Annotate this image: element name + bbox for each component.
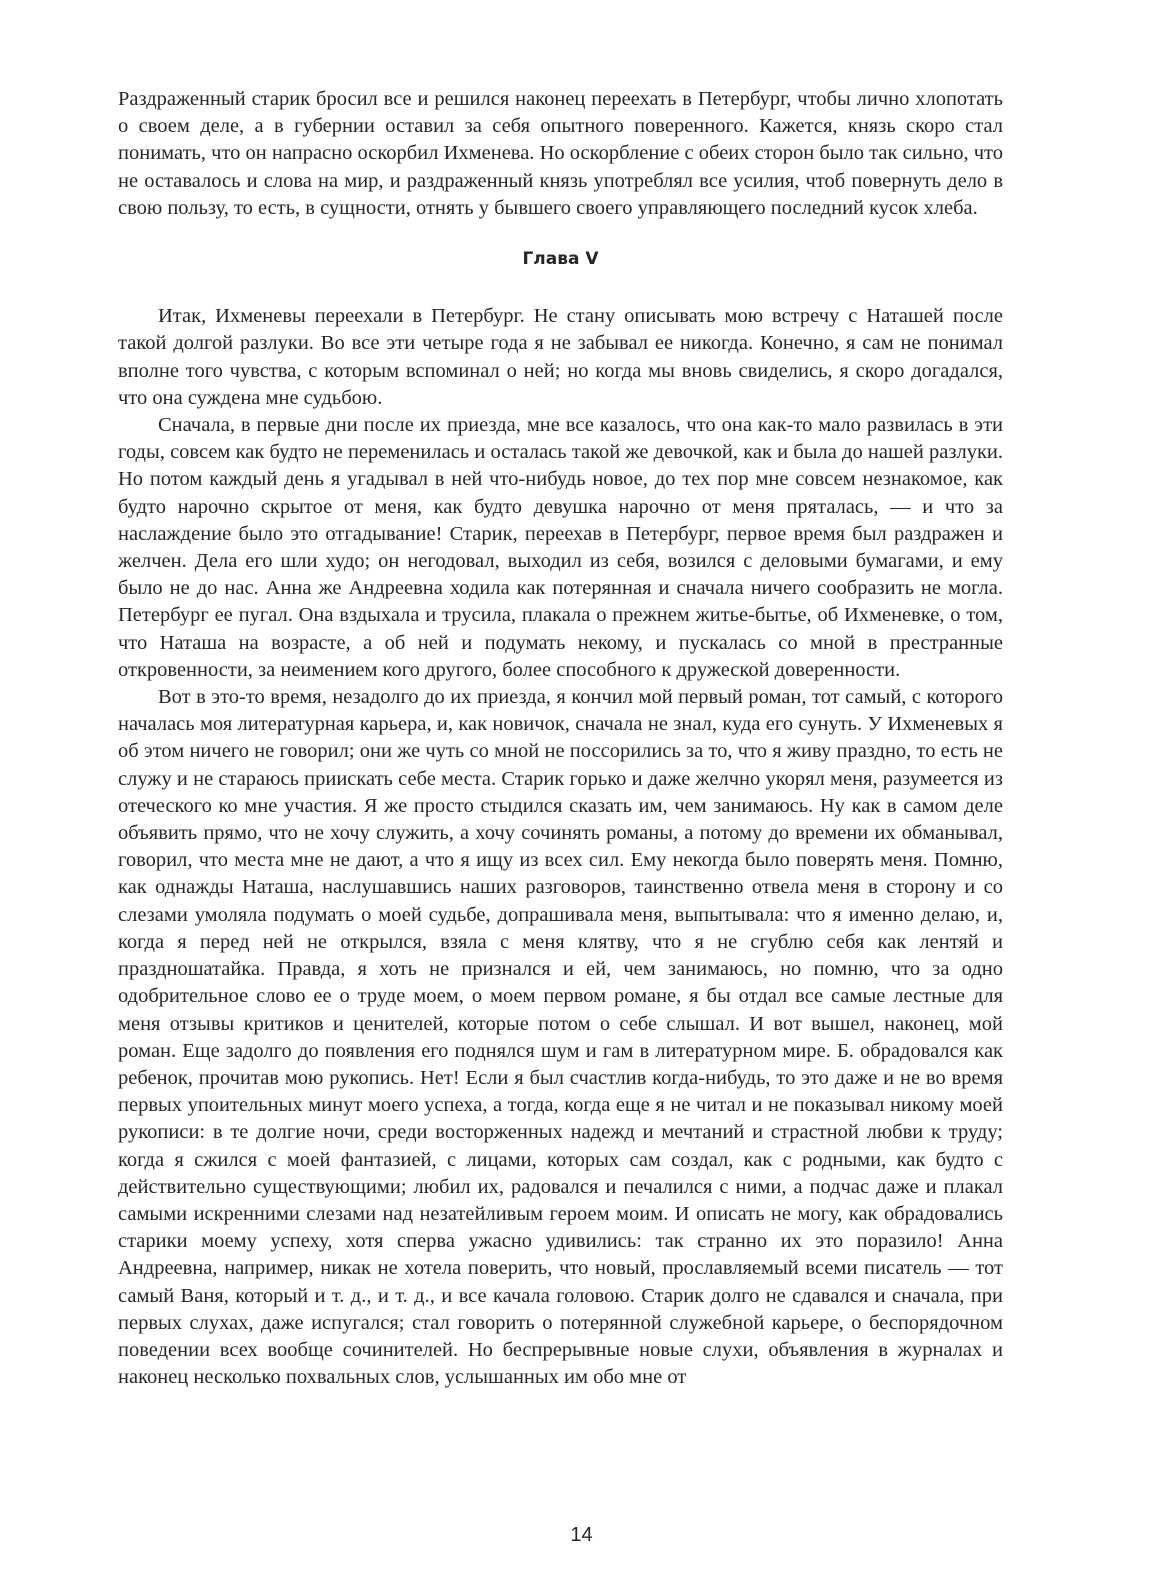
chapter-title: Глава V [522,249,599,270]
paragraph-3: Вот в это-то время, незадолго до их приезда, я кончил мой первый роман, тот самый, с которого началась моя литературная карьера, и, как новичок, сначала не знал, куда его сунуть. У Ихменевых я об этом ничего не говорил; они же чуть со мной не поссорились за то, что я живу праздно, то есть не служу и не стараюсь приискать себе места. Старик горько и даже желчно укорял меня, разумеется из отеческого ко мне участия. Я же просто стыдился сказать им, чем занимаюсь. Ну как в самом деле объявить прямо, что не хочу служить, а хочу сочинять романы, а потому до времени их обманывал, говорил, что места мне не дают, а что я ищу из всех сил. Ему некогда было поверять меня. Помню, как однажды Наташа, наслушавшись наших разговоров, таинственно отвела меня в сторону и со слезами умоляла подумать о моей судьбе, допрашивала меня, выпытывала: что я именно делаю, и, когда я перед ней не открылся, взяла с меня клятву, что я не сгублю себя как лентяй и праздношатайка. Правда, я хоть не признался и ей, чем занимаюсь, но помню, что за одно одобрительное слово ее о труде моем, о моем первом романе, я бы отдал все самые лестные для меня отзывы критиков и ценителей, которые потом о себе слышал. И вот вышел, наконец, мой роман. Еще задолго до появления его поднялся шум и гам в литературном мире. Б. обрадовался как ребенок, прочитав мою рукопись. Нет! Если я был счастлив когда-нибудь, то это даже и не во время первых упоительных минут моего успеха, а тогда, когда еще я не читал и не показывал никому моей рукописи: в те долгие ночи, среди восторженных надежд и мечтаний и страстной любви к труду; когда я сжился с моей фантазией, с лицами, которых сам создал, как с родными, как будто с действительно существующими; любил их, радовался и печалился с ними, а подчас даже и плакал самыми искренними слезами над незатейливым героем моим. И описать не могу, как обрадовались старики моему успеху, хотя сперва ужасно удивились: так странно их это поразило! Анна Андреевна, например, никак не хотела поверить, что новый, прославляемый всеми писатель — тот самый Ваня, который и т. д., и т. д., и все качала головою. Старик долго не сдавался и сначала, при первых слухах, даже испугался; стал говорить о потерянной служебной карьере, о беспорядочном поведении всех вообще сочинителей. Но беспрерывные новые слухи, объявления в журналах и наконец несколько похвальных слов, услышанных им обо мне от [118,686,1003,1389]
page-number: 14 [570,1524,593,1546]
page-body [118,86,1003,1391]
paragraph-2: Сначала, в первые дни после их приезда, мне все казалось, что она как-то мало развилась в эти годы, совсем как будто не переменилась и осталась такой же девочкой, как и была до нашей разлуки. Но потом каждый день я угадывал в ней что-нибудь новое, до тех пор мне совсем незнакомое, как будто нарочно скрытое от меня, как будто девушка нарочно от меня пряталась, — и что за наслаждение было это отгадывание! Старик, переехав в Петербург, первое время был раздражен и желчен. Дела его шли худо; он негодовал, выходил из себя, возился с деловыми бумагами, и ему было не до нас. Анна же Андреевна ходила как потерянная и сначала ничего сообразить не могла. Петербург ее пугал. Она вздыхала и трусила, плакала о прежнем житье-бытье, об Ихменевке, о том, что Наташа на возрасте, а об ней и подумать некому, и пускалась со мной в престранные откровенности, за неимением кого другого, более способного к дружеской доверенности. [118,414,1003,681]
paragraph-1: Итак, Ихменевы переехали в Петербург. Не стану описывать мою встречу с Наташей после такой долгой разлуки. Во все эти четыре года я не забывал ее никогда. Конечно, я сам не понимал вполне того чувства, с которым вспоминал о ней; но когда мы вновь свиделись, я скоро догадался, что она суждена мне судьбою. [118,305,1003,409]
opening-paragraph: Раздраженный старик бросил все и решился наконец переехать в Петербург, чтобы лично хлопотать о своем деле, а в губернии оставил за себя опытного поверенного. Кажется, князь скоро стал понимать, что он напрасно оскорбил Ихменева. Но оскорбление с обеих сторон было так сильно, что не оставалось и слова на мир, и раздраженный князь употреблял все усилия, чтоб повернуть дело в свою пользу, то есть, в сущности, отнять у бывшего своего управляющего последний кусок хлеба. [118,88,1003,219]
